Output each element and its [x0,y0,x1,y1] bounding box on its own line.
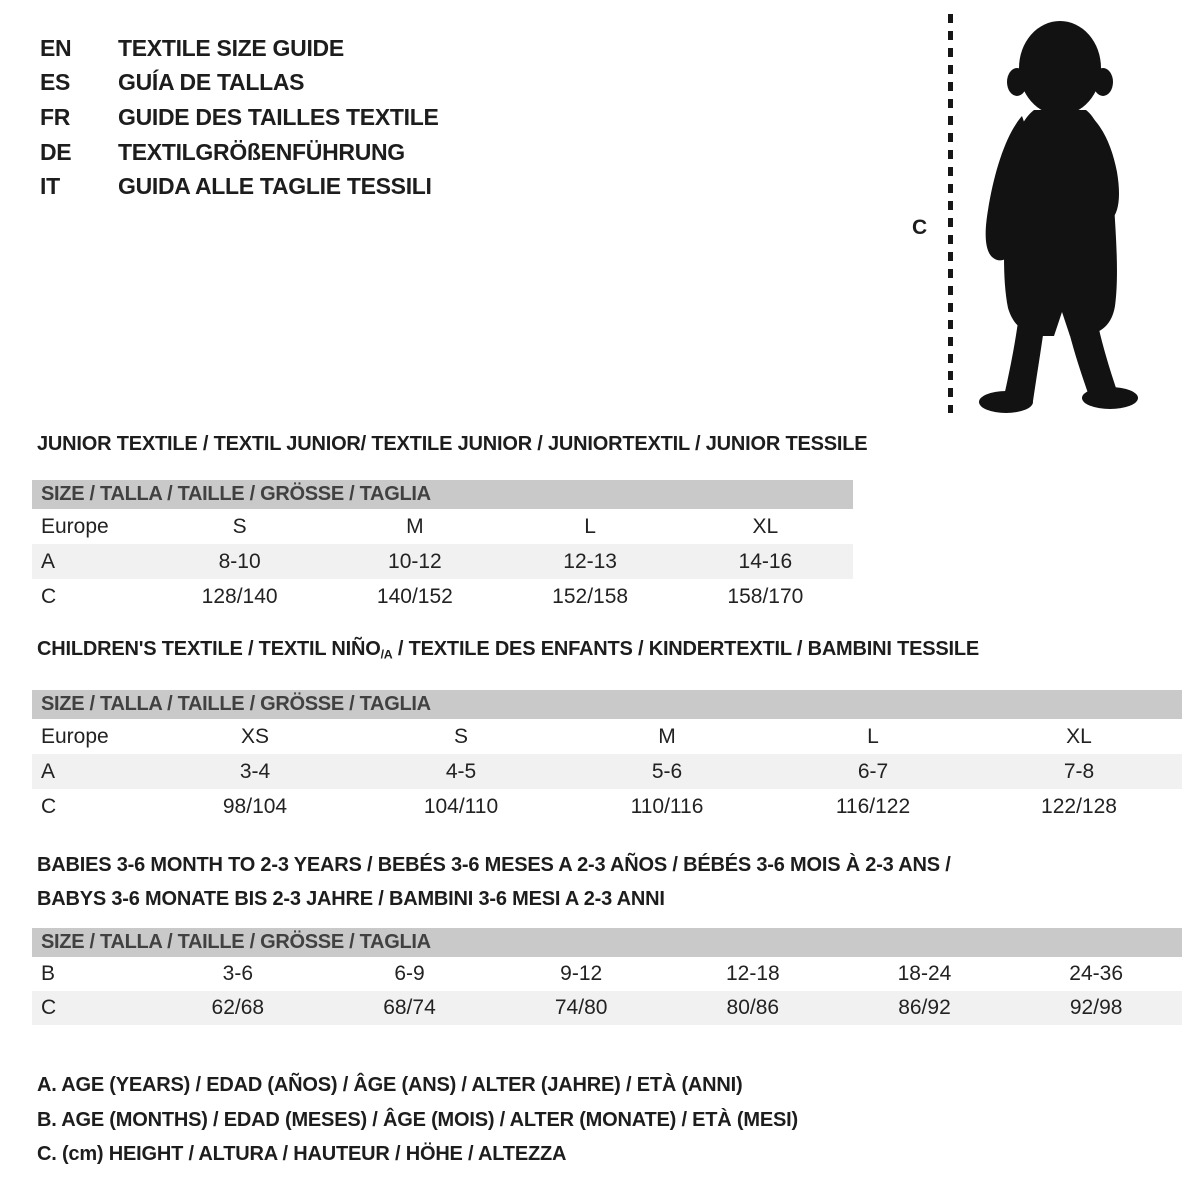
row-label: C [41,794,57,818]
table-cell: 6-7 [857,759,889,783]
language-code: ES [40,69,71,96]
table-row-age-years [32,544,853,579]
table-cell: 9-12 [560,962,603,985]
row-label: Europe [41,514,109,538]
table-row-height-cm [32,991,1182,1025]
table-row-height-cm [32,789,1182,824]
table-cell: 7-8 [1063,759,1095,783]
table-cell: 18-24 [897,962,952,985]
table-cell: S [232,514,247,538]
table-cell: M [406,514,424,538]
table-cell: L [867,724,879,748]
table-row-height-cm [32,579,853,614]
legend-line-age-months: B. AGE (MONTHS) / EDAD (MESES) / ÂGE (MOIS) / ALTER (MONATE) / ETÀ (MESI) [37,1108,798,1131]
size-header-label: SIZE / TALLA / TAILLE / GRÖSSE / TAGLIA [41,931,431,953]
table-cell: 86/92 [898,996,951,1019]
language-row-de [40,135,439,170]
language-title-list [40,31,439,204]
language-title: GUIDE DES TAILLES TEXTILE [118,103,439,130]
table-cell: 158/170 [727,584,804,608]
toddler-silhouette-icon [960,10,1160,420]
language-code: IT [40,173,60,200]
table-cell: 8-10 [218,549,261,573]
language-code: EN [40,34,72,61]
table-cell: 92/98 [1069,996,1123,1019]
children-heading-subscript: /A [380,647,393,662]
babies-heading-line1: BABIES 3-6 MONTH TO 2-3 YEARS / BEBÉS 3-6 MESES A 2-3 AÑOS / BÉBÉS 3-6 MOIS À 2-3 ANS / [37,854,951,876]
table-cell: 74/80 [554,996,608,1019]
children-size-table [32,690,1182,824]
babies-section-heading [37,848,951,916]
table-cell: L [584,514,596,538]
row-label: C [41,584,57,608]
table-cell: 12-13 [563,549,617,573]
table-cell: 14-16 [738,549,793,573]
language-title: TEXTILGRÖßENFÜHRUNG [118,138,405,165]
babies-size-table [32,928,1182,1025]
measurement-legend [37,1068,798,1172]
row-label: A [41,759,56,783]
table-cell: 110/116 [630,794,704,818]
table-row-europe [32,509,853,544]
table-cell: 10-12 [388,549,442,573]
language-title: GUIDA ALLE TAGLIE TESSILI [118,173,432,200]
children-heading-prefix: CHILDREN'S TEXTILE / TEXTIL NIÑO [37,638,381,660]
row-label: C [41,996,57,1019]
table-cell: XL [752,514,779,538]
size-header-label: SIZE / TALLA / TAILLE / GRÖSSE / TAGLIA [41,693,431,715]
table-cell: 104/110 [423,794,499,818]
legend-line-age-years: A. AGE (YEARS) / EDAD (AÑOS) / ÂGE (ANS) / ALTER (JAHRE) / ETÀ (ANNI) [37,1074,743,1096]
language-code: FR [40,103,71,130]
children-section-heading [37,638,979,661]
table-cell: 24-36 [1069,962,1124,985]
table-cell: 62/68 [211,996,265,1019]
table-cell: 98/104 [222,794,288,818]
language-row-en [40,31,439,66]
table-cell: XS [240,724,269,748]
language-row-es [40,66,439,101]
table-cell: 128/140 [201,584,278,608]
size-header-bar [32,690,1182,719]
table-row-europe [32,719,1182,754]
language-code: DE [40,138,72,165]
row-label: B [41,962,56,985]
babies-heading-line2: BABYS 3-6 MONATE BIS 2-3 JAHRE / BAMBINI 3-6 MESI A 2-3 ANNI [37,888,665,910]
language-title: GUÍA DE TALLAS [118,69,305,96]
table-cell: 12-18 [725,962,780,985]
table-cell: 6-9 [394,962,425,985]
table-cell: XL [1066,724,1092,748]
language-row-fr [40,100,439,135]
table-row-age-years [32,754,1182,789]
legend-line-height-cm: C. (cm) HEIGHT / ALTURA / HAUTEUR / HÖHE / ALTEZZA [37,1143,567,1166]
table-cell: 116/122 [835,794,911,818]
junior-section-heading: JUNIOR TEXTILE / TEXTIL JUNIOR/ TEXTILE JUNIOR / JUNIORTEXTIL / JUNIOR TESSILE [37,433,868,455]
language-title: TEXTILE SIZE GUIDE [118,34,344,61]
table-cell: 140/152 [376,584,453,608]
table-cell: 68/74 [383,996,436,1019]
size-header-bar [32,480,853,509]
table-cell: 80/86 [726,996,780,1019]
table-cell: 5-6 [651,759,683,783]
height-measure-label: C [912,216,928,239]
table-cell: 3-4 [239,759,271,783]
table-cell: M [658,724,676,748]
size-header-bar [32,928,1182,957]
children-heading-suffix: / TEXTILE DES ENFANTS / KINDERTEXTIL / BAMBINI TESSILE [392,638,980,660]
height-measure-dashed-line [948,14,953,413]
row-label: A [41,549,56,573]
junior-size-table [32,480,853,614]
table-cell: S [453,724,468,748]
table-row-age-months [32,957,1182,991]
table-cell: 152/158 [552,584,629,608]
table-cell: 4-5 [445,759,477,783]
table-cell: 122/128 [1041,794,1117,818]
size-header-label: SIZE / TALLA / TAILLE / GRÖSSE / TAGLIA [41,483,431,505]
language-row-it [40,169,439,204]
row-label: Europe [41,724,109,748]
table-cell: 3-6 [222,962,253,985]
